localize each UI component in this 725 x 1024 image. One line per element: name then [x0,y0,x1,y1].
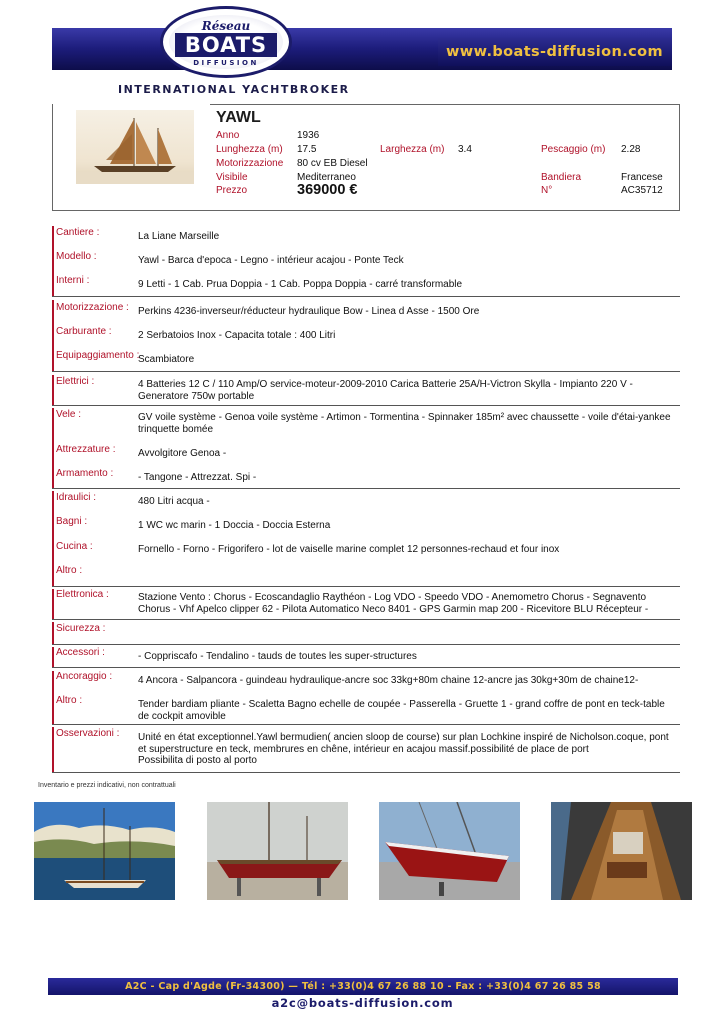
spec-group-engine [52,300,680,372]
bagni-label: Bagni : [56,516,88,527]
interni-label: Interni : [56,275,90,286]
elettrici-label: Elettrici : [56,376,95,387]
price-value: 369000 € [297,182,358,198]
footer-contact: A2C - Cap d'Agde (Fr-34300) — Tél : +33(0)4 67 26 88 10 - Fax : +33(0)4 67 26 85 58 [125,981,601,992]
accessori-value: - Coppriscafo - Tendalino - tauds de toutes les super-structures [138,651,417,662]
spec-group-safety [52,622,680,645]
visibile-value: Mediterraneo [297,172,356,183]
elettronica-value: Stazione Vento : Chorus - Ecoscandaglio Raythéon - Log VDO - Speedo VDO - Anemometro Chorus - Segnavento Chorus - Vhf Apelco clipper 62 - Pilota Automatico Neco 8401 - GPS Garmin map 200 - Ricevitore BLU Récepteur - [138,592,649,615]
prezzo-label: Prezzo [216,185,248,196]
altro-equipment-label: Altro : [56,695,83,706]
boat-thumbnail [76,110,194,184]
boats-diffusion-logo [160,6,292,78]
motor-spec-label: Motorizzazione : [56,302,129,313]
cucina-value: Fornello - Forno - Frigorifero - lot de vaiselle marine complet 12 personnes-rechaud et four inox [138,544,560,555]
attrezzature-value: Avvolgitore Genoa - [138,448,227,459]
motorizzazione-value: 80 cv EB Diesel [297,158,368,169]
visibile-label: Visibile [216,172,248,183]
lunghezza-value: 17.5 [297,144,317,155]
osservazioni-value-port: Possibilita di posto al porto [138,755,257,766]
osservazioni-label: Osservazioni : [56,728,120,739]
osservazioni-value: Unité en état exceptionnel.Yawl bermudien( ancien sloop de course) sur plan Lochkine inspiré de Nicholson.coque, pont et superstructure en teck, membrures en chêne, intérieur en acajou massif.possibilité de place de port [138,732,669,755]
spec-group-anchoring [52,671,680,725]
anno-label: Anno [216,130,240,141]
armamento-label: Armamento : [56,468,114,479]
spec-group-sails [52,408,680,489]
disclaimer-footnote: Inventario e prezzi indicativi, non contrattuali [38,782,176,789]
spec-group-notes [52,727,680,773]
boat-type-title: YAWL [216,109,261,126]
larghezza-label: Larghezza (m) [380,144,445,155]
cantiere-label: Cantiere : [56,227,100,238]
carburante-value: 2 Serbatoios Inox - Capacita totale : 400 Litri [138,330,336,341]
elettronica-label: Elettronica : [56,589,109,600]
logo-boats-text: BOATS [175,33,277,57]
equipaggiamento-value: Scambiatore [138,354,195,365]
vele-label: Vele : [56,409,82,420]
altro-equipment-value: Tender bardiam pliante - Scaletta Bagno echelle de coupée - Passerella - Gruette 1 - grand coffre de pont en teck-table de cockpit amovible [138,699,665,722]
spec-group-electronics [52,589,680,620]
boat-photo-drydock[interactable] [379,802,520,900]
carburante-label: Carburante : [56,326,112,337]
motorizzazione-label: Motorizzazione [216,158,284,169]
cantiere-value: La Liane Marseille [138,231,220,242]
motor-spec-value: Perkins 4236-inverseur/réducteur hydraulique Bow - Linea d Asse - 1500 Ore [138,306,480,317]
vele-value: GV voile système - Genoa voile système - Artimon - Tormentina - Spinnaker 185m² avec chaussette - voile d'étai-yankee trinquette bomée [138,412,671,435]
spec-group-interior [52,491,680,587]
modello-label: Modello : [56,251,97,262]
logo-diffusion-text: DIFFUSION [193,59,259,67]
bandiera-label: Bandiera [541,172,582,183]
header [0,0,725,105]
modello-value: Yawl - Barca d'epoca - Legno - intérieur acajou - Ponte Teck [138,255,404,266]
logo-reseau-text: Réseau [201,19,251,33]
website-url[interactable]: www.boats-diffusion.com [446,44,664,60]
interni-value: 9 Letti - 1 Cab. Prua Doppia - 1 Cab. Poppa Doppia - carré transformable [138,279,463,290]
numero-label: N° [541,185,553,196]
numero-value: AC35712 [621,185,663,196]
lunghezza-label: Lunghezza (m) [216,144,283,155]
attrezzature-label: Attrezzature : [56,444,116,455]
idraulici-value: 480 Litri acqua - [138,496,210,507]
accessori-label: Accessori : [56,647,105,658]
cucina-label: Cucina : [56,541,93,552]
boat-photo-hull[interactable] [207,802,348,900]
altro-label: Altro : [56,565,83,576]
boat-photo-sea[interactable] [34,802,175,900]
armamento-value: - Tangone - Attrezzat. Spi - [138,472,257,483]
anno-value: 1936 [297,130,320,141]
sicurezza-label: Sicurezza : [56,623,106,634]
equipaggiamento-label: Equipaggiamento : [56,350,140,361]
ancoraggio-value: 4 Ancora - Salpancora - guindeau hydraulique-ancre soc 33kg+80m chaine 12-ancre jas 30kg+30m de chaine12- [138,675,639,686]
spec-group-accessories [52,647,680,668]
footer-email-link[interactable]: a2c@boats-diffusion.com [271,996,454,1010]
tagline: INTERNATIONAL YACHTBROKER [118,83,350,96]
larghezza-value: 3.4 [458,144,472,155]
bagni-value: 1 WC wc marin - 1 Doccia - Doccia Esterna [138,520,331,531]
idraulici-label: Idraulici : [56,492,97,503]
bandiera-value: Francese [621,172,663,183]
pescaggio-value: 2.28 [621,144,641,155]
spec-group-identity [52,226,680,297]
spec-group-electrical [52,375,680,406]
boat-photo-deck[interactable] [551,802,692,900]
elettrici-value: 4 Batteries 12 C / 110 Amp/O service-moteur-2009-2010 Carica Batterie 25A/H-Victron Skylla - Impianto 220 V - Generatore 750w portable [138,379,633,402]
ancoraggio-label: Ancoraggio : [56,671,113,682]
pescaggio-label: Pescaggio (m) [541,144,606,155]
